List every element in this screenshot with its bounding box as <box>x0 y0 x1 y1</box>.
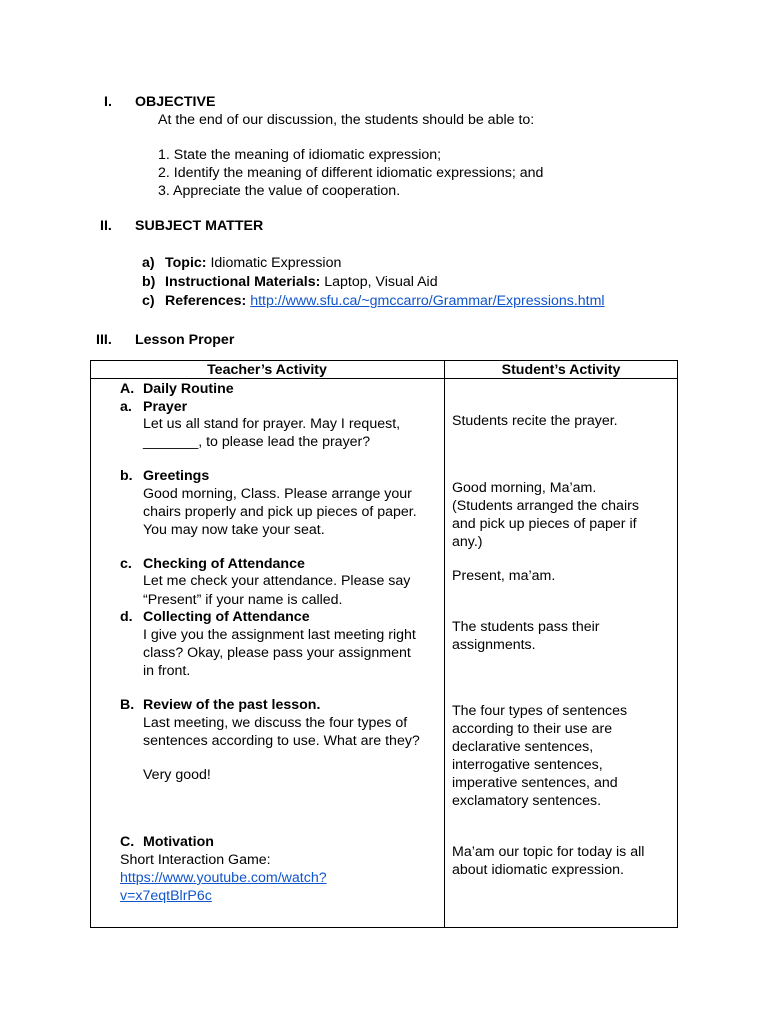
youtube-link[interactable]: v=x7eqtBlrP6c <box>120 888 212 904</box>
column-divider <box>444 360 445 928</box>
student-response: and pick up pieces of paper if <box>452 516 637 532</box>
subject-topic <box>165 254 341 272</box>
student-response: (Students arranged the chairs <box>452 498 639 514</box>
student-response: assignments. <box>452 637 536 653</box>
objective-item: 2. Identify the meaning of different idiomatic expressions; and <box>158 165 544 181</box>
teacher-line: in front. <box>143 663 191 679</box>
greetings-title: Greetings <box>143 468 210 484</box>
list-marker: a) <box>142 255 155 271</box>
teacher-line: class? Okay, please pass your assignment <box>143 645 411 661</box>
student-response: about idiomatic expression. <box>452 862 624 878</box>
header-teacher-activity: Teacher’s Activity <box>207 362 327 378</box>
student-response: Ma’am our topic for today is all <box>452 844 645 860</box>
teacher-line: Let me check your attendance. Please say <box>143 573 411 589</box>
student-response: imperative sentences, and <box>452 775 618 791</box>
teacher-line: sentences according to use. What are they? <box>143 733 420 749</box>
subject-label: Topic: <box>165 255 207 271</box>
subject-value: Idiomatic Expression <box>210 255 342 271</box>
item-marker: a. <box>120 399 132 415</box>
student-response: declarative sentences, <box>452 739 594 755</box>
header-student-activity: Student’s Activity <box>501 362 621 378</box>
subject-references <box>165 292 605 310</box>
section-numeral: I. <box>104 94 112 110</box>
item-marker: A. <box>120 381 135 397</box>
teacher-line: Let us all stand for prayer. May I request, <box>143 416 401 432</box>
item-marker: B. <box>120 697 135 713</box>
teacher-line: Good morning, Class. Please arrange your <box>143 486 412 502</box>
prayer-title: Prayer <box>143 399 188 415</box>
teacher-line: _______, to please lead the prayer? <box>143 434 371 450</box>
motivation-title: Motivation <box>143 834 214 850</box>
objective-intro: At the end of our discussion, the students should be able to: <box>158 112 535 128</box>
item-marker: C. <box>120 834 135 850</box>
teacher-line: I give you the assignment last meeting right <box>143 627 416 643</box>
teacher-line: You may now take your seat. <box>143 522 325 538</box>
section-heading-lesson-proper: Lesson Proper <box>135 332 235 348</box>
student-response: Present, ma’am. <box>452 568 556 584</box>
item-marker: c. <box>120 556 132 572</box>
item-marker: d. <box>120 609 133 625</box>
objective-item: 3. Appreciate the value of cooperation. <box>158 183 401 199</box>
student-response: Students recite the prayer. <box>452 413 618 429</box>
section-numeral: III. <box>96 332 112 348</box>
attendance-title: Checking of Attendance <box>143 556 305 572</box>
youtube-link[interactable]: https://www.youtube.com/watch? <box>120 870 327 886</box>
list-marker: c) <box>142 293 155 309</box>
review-title: Review of the past lesson. <box>143 697 321 713</box>
section-numeral: II. <box>100 218 112 234</box>
subject-materials <box>165 273 438 291</box>
section-heading-subject-matter: SUBJECT MATTER <box>135 218 264 234</box>
list-marker: b) <box>142 274 156 290</box>
student-response: The students pass their <box>452 619 600 635</box>
student-response: exclamatory sentences. <box>452 793 602 809</box>
section-heading-objective: OBJECTIVE <box>135 94 216 110</box>
collecting-title: Collecting of Attendance <box>143 609 310 625</box>
student-response: interrogative sentences, <box>452 757 603 773</box>
teacher-line: “Present” if your name is called. <box>143 592 343 608</box>
teacher-line: chairs properly and pick up pieces of paper. <box>143 504 417 520</box>
subject-label: References: <box>165 293 247 309</box>
item-marker: b. <box>120 468 133 484</box>
student-response: any.) <box>452 534 483 550</box>
daily-routine-title: Daily Routine <box>143 381 234 397</box>
student-response: The four types of sentences <box>452 703 628 719</box>
very-good-text: Very good! <box>143 767 211 783</box>
objective-item: 1. State the meaning of idiomatic expression; <box>158 147 442 163</box>
reference-link[interactable]: http://www.sfu.ca/~gmccarro/Grammar/Expressions.html <box>250 293 605 309</box>
student-response: according to their use are <box>452 721 613 737</box>
teacher-line: Short Interaction Game: <box>120 852 271 868</box>
subject-label: Instructional Materials: <box>165 274 321 290</box>
student-response: Good morning, Ma’am. <box>452 480 597 496</box>
subject-value: Laptop, Visual Aid <box>324 274 438 290</box>
teacher-line: Last meeting, we discuss the four types of <box>143 715 408 731</box>
